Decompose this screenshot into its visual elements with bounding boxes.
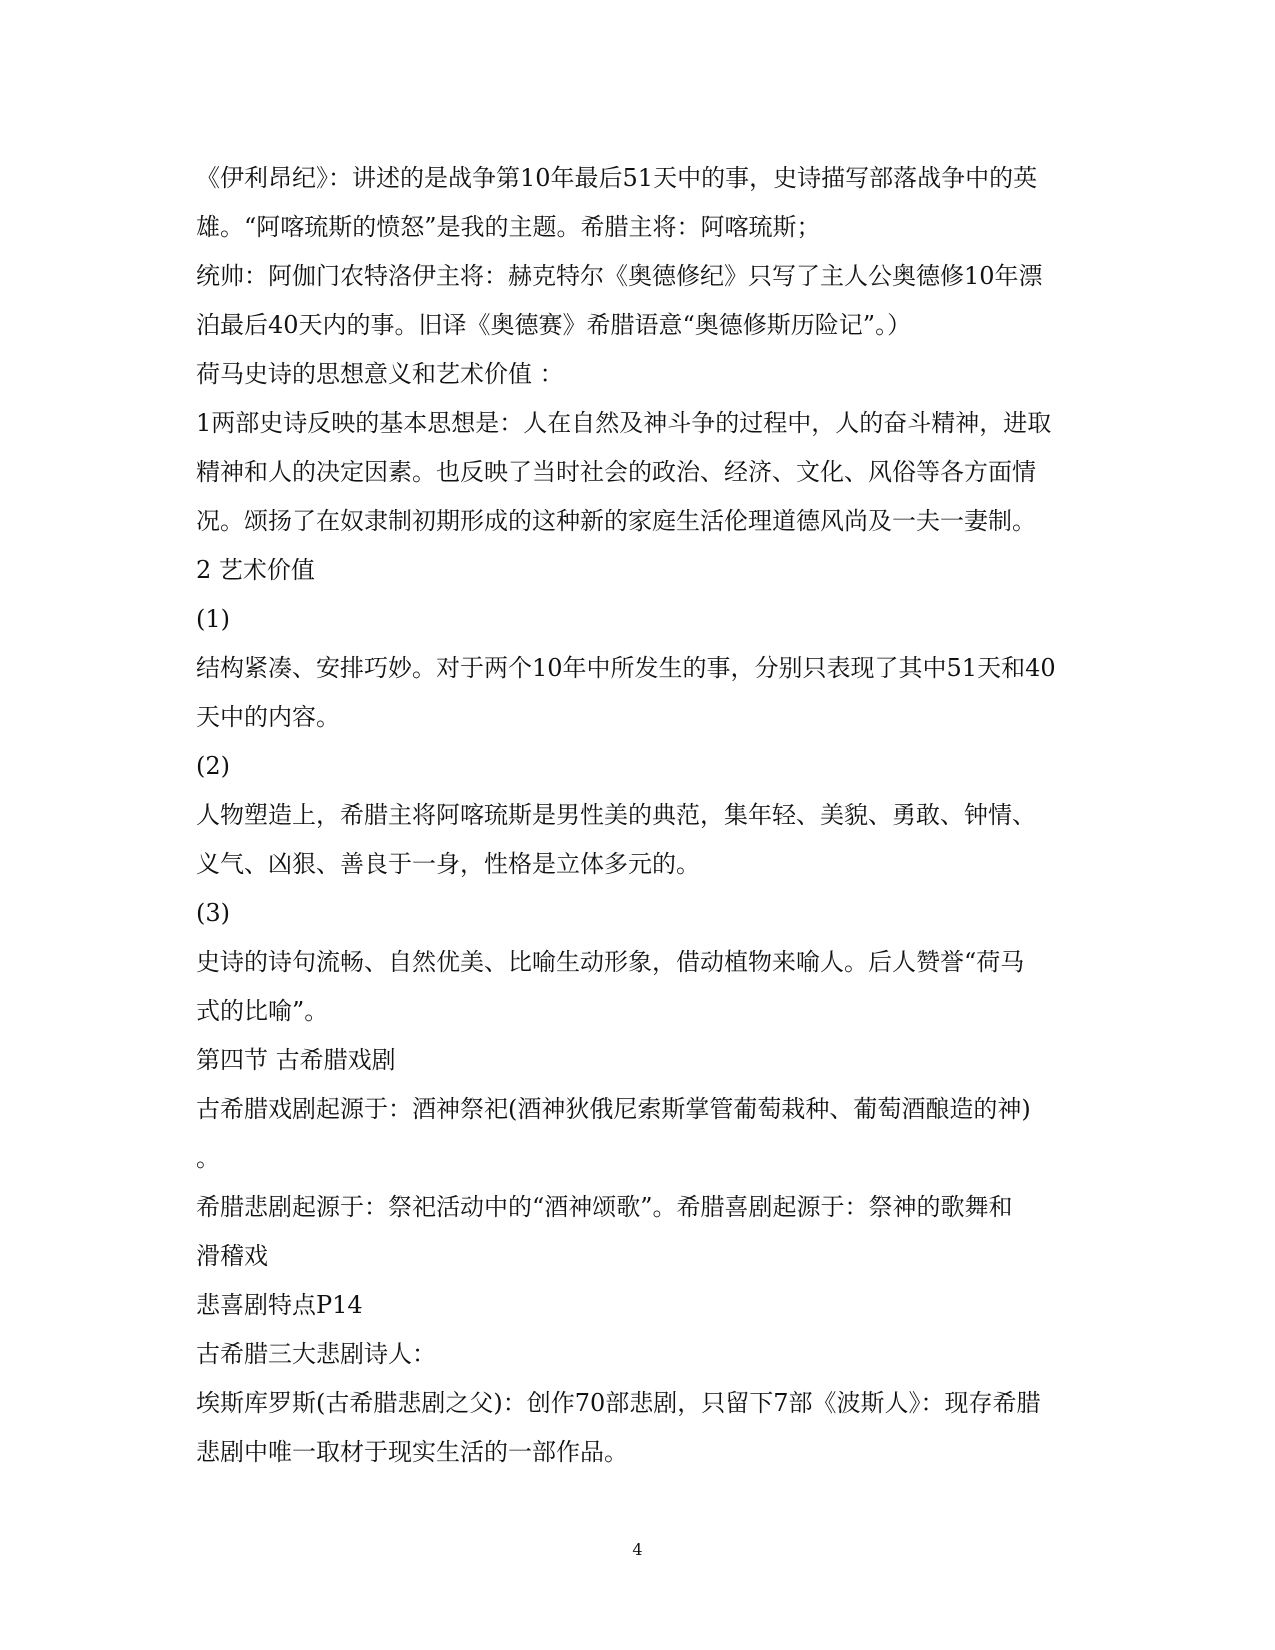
text-line: 《伊利昂纪》：讲述的是战争第10年最后51天中的事，史诗描写部落战争中的英 xyxy=(196,164,1038,192)
text-line: 滑稽戏 xyxy=(196,1242,268,1270)
text-line: 况。颂扬了在奴隶制初期形成的这种新的家庭生活伦理道德风尚及一夫一妻制。 xyxy=(196,507,1036,535)
text-line: 泊最后40天内的事。旧译《奥德赛》希腊语意“奥德修斯历险记”。） xyxy=(196,311,912,339)
text-line: 式的比喻”。 xyxy=(196,997,329,1025)
text-line: 1两部史诗反映的基本思想是：人在自然及神斗争的过程中，人的奋斗精神，进取 xyxy=(196,409,1052,437)
text-line: 史诗的诗句流畅、自然优美、比喻生动形象，借动植物来喻人。后人赞誉“荷马 xyxy=(196,948,1025,976)
list-marker: (2) xyxy=(196,752,230,780)
text-line: 精神和人的决定因素。也反映了当时社会的政治、经济、文化、风俗等各方面情 xyxy=(196,458,1036,486)
text-line: 古希腊戏剧起源于：酒神祭祀(酒神狄俄尼索斯掌管葡萄栽种、葡萄酒酿造的神) xyxy=(196,1095,1031,1123)
text-line: 古希腊三大悲剧诗人： xyxy=(196,1340,436,1368)
section-heading: 第四节 古希腊戏剧 xyxy=(196,1046,396,1074)
page-number: 4 xyxy=(632,1540,643,1559)
body-text xyxy=(196,154,1096,1477)
text-line: 。 xyxy=(196,1144,220,1172)
text-line: 埃斯库罗斯(古希腊悲剧之父)：创作70部悲剧，只留下7部《波斯人》：现存希腊 xyxy=(196,1389,1041,1417)
text-line: 悲喜剧特点P14 xyxy=(196,1291,363,1319)
list-marker: (3) xyxy=(196,899,230,927)
list-marker: (1) xyxy=(196,605,230,633)
text-line: 结构紧凑、安排巧妙。对于两个10年中所发生的事，分别只表现了其中51天和40 xyxy=(196,654,1056,682)
text-line: 雄。“阿喀琉斯的愤怒”是我的主题。希腊主将：阿喀琉斯； xyxy=(196,213,821,241)
text-line: 义气、凶狠、善良于一身，性格是立体多元的。 xyxy=(196,850,700,878)
text-line: 希腊悲剧起源于：祭祀活动中的“酒神颂歌”。希腊喜剧起源于：祭神的歌舞和 xyxy=(196,1193,1013,1221)
text-line: 人物塑造上，希腊主将阿喀琉斯是男性美的典范，集年轻、美貌、勇敢、钟情、 xyxy=(196,801,1036,829)
section-heading: 荷马史诗的思想意义和艺术价值 ： xyxy=(196,360,564,388)
text-line: 统帅：阿伽门农特洛伊主将：赫克特尔《奥德修纪》只写了主人公奥德修10年漂 xyxy=(196,262,1043,290)
text-line: 悲剧中唯一取材于现实生活的一部作品。 xyxy=(196,1438,628,1466)
subheading: 2 艺术价值 xyxy=(196,556,315,584)
text-line: 天中的内容。 xyxy=(196,703,340,731)
